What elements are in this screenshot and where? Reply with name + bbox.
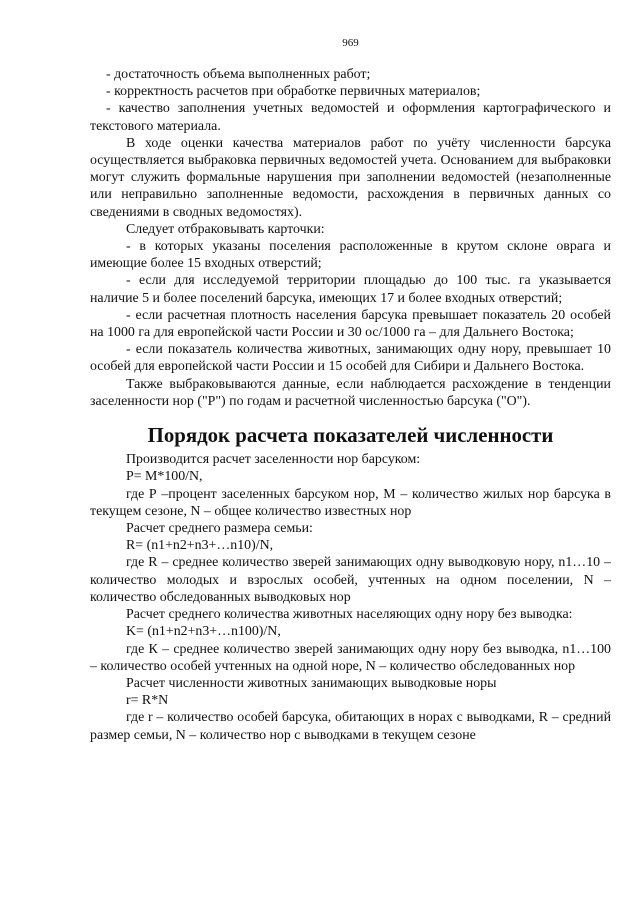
list-item: - достаточность объема выполненных работ;: [106, 67, 371, 82]
list-item: - если расчетная плотность населения барсука превышает показатель 20 особей на 1000 га для европейской части России и 30 ос/1000 га – для Дальнего Востока;: [90, 307, 611, 341]
paragraph: Производится расчет заселенности нор барсуком:: [126, 452, 421, 468]
formula: r= R*N: [126, 693, 169, 709]
paragraph: Следует отбраковывать карточки:: [126, 221, 325, 237]
paragraph: Расчет численности животных занимающих выводковые норы: [126, 675, 497, 691]
list-item: - качество заполнения учетных ведомостей и оформления картографического и текстового материала.: [90, 101, 611, 134]
list-item: - в которых указаны поселения расположенные в крутом склоне оврага и имеющие более 15 входных отверстий;: [90, 239, 611, 272]
paragraph: где К – среднее количество зверей занимающих одну нору без выводка, n1…100 – количество особей учтенных на одной норе, N – количество обследованных нор: [90, 641, 611, 674]
list-item: - если для исследуемой территории площадью до 100 тыс. га указывается наличие 5 и более поселений барсука, имеющих 17 и более входных отверстий;: [90, 273, 611, 306]
page-number: 969: [342, 37, 359, 49]
list-item: - корректность расчетов при обработке первичных материалов;: [106, 84, 481, 100]
formula: K= (n1+n2+n3+…n100)/N,: [126, 624, 281, 640]
paragraph: где r – количество особей барсука, обитающих в норах с выводками, R – средний размер семьи, N – количество нор с выводками в текущем сезоне: [90, 710, 611, 743]
formula: P= M*100/N,: [126, 469, 203, 485]
section-heading: Порядок расчета показателей численности: [147, 423, 554, 448]
paragraph: Расчет среднего размера семьи:: [126, 521, 313, 537]
paragraph: Расчет среднего количества животных населяющих одну нору без выводка:: [126, 607, 573, 623]
paragraph: где Р –процент заселенных барсуком нор, М – количество жилых нор барсука в текущем сезоне, N – общее количество известных нор: [90, 486, 611, 519]
paragraph: где R – среднее количество зверей занимающих одну выводковую нору, n1…10 – количество молодых и взрослых особей, учтенных на одном поселении, N – количество обследованных выводковых нор: [90, 555, 611, 605]
formula: R= (n1+n2+n3+…n10)/N,: [126, 538, 274, 554]
document-page: [90, 36, 611, 744]
list-item: - если показатель количества животных, занимающих одну нору, превышает 10 особей для европейской части России и 15 особей для Сибири и Дальнего Востока.: [90, 342, 611, 375]
paragraph: В ходе оценки качества материалов работ по учёту численности барсука осуществляется выбраковка первичных ведомостей учета. Основанием для выбраковки могут служить формальные нарушения при заполнении ведомостей (незаполненные или неправильно заполненные ведомости, расхождения в первичных данных со сведениями в сводных ведомостях).: [90, 135, 611, 220]
paragraph: Также выбраковываются данные, если наблюдается расхождение в тенденции заселенности нор ("Р") по годам и расчетной численностью барсука ("О").: [90, 376, 611, 409]
